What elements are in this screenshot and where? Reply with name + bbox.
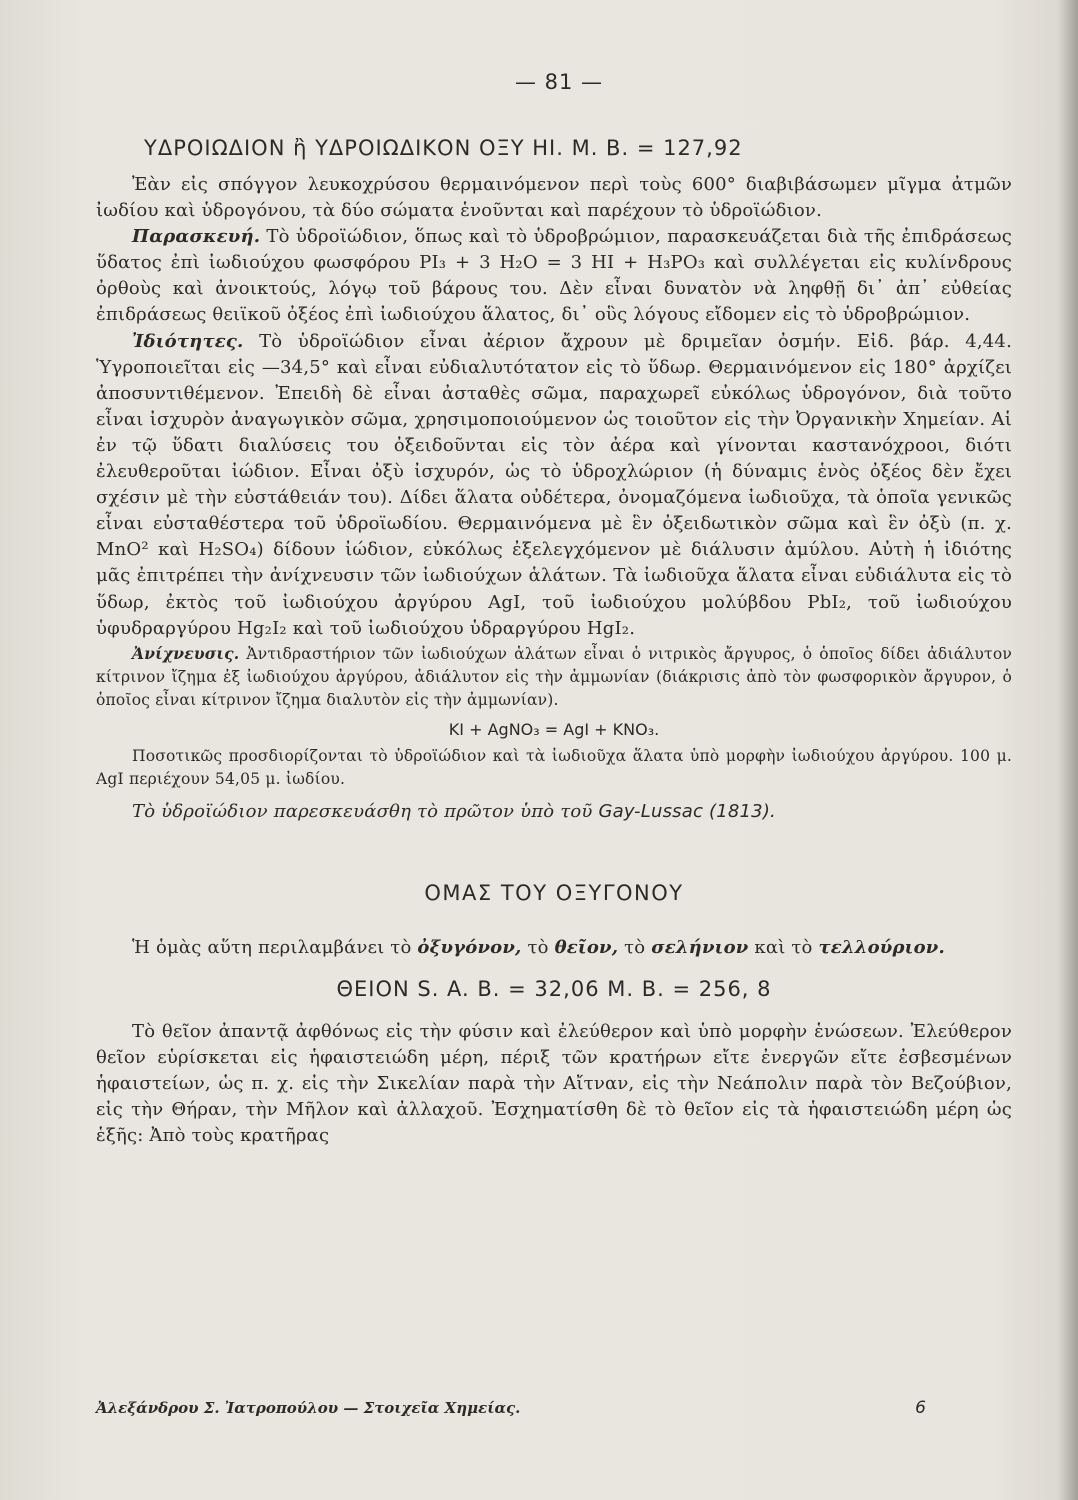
history-text: Τὸ ὑδροϊώδιον παρεσκευάσθη τὸ πρῶτον ὑπὸ τοῦ [132,800,593,822]
page-number: — 81 — [514,70,604,94]
footer-signature-mark: 6 [915,1398,926,1418]
page-footer [96,1398,926,1418]
properties-text: Τὸ ὑδροϊώδιον εἶναι ἀέριον ἄχρουν μὲ δριμεῖαν ὀσμήν. Εἰδ. βάρ. 4,44. Ὑγροποιεῖται εἰς —34,5° καὶ εἶναι εὐδιαλυτότατον εἰς τὸ ὕδωρ. Θερμαινόμενον εἰς 180° ἀρχίζει ἀποσυντιθέμενον. Ἐπειδὴ δὲ εἶναι ἀσταθὲς σῶμα, παραχωρεῖ εὐκόλως ὑδρογόνον, διὰ τοῦτο εἶναι ἰσχυρὸν ἀναγωγικὸν σῶμα, χρησιμοποιούμενον ὡς τοιοῦτον εἰς τὴν Ὀργανικὴν Χημείαν. Αἱ ἐν τῷ ὕδατι διαλύσεις του ὀξειδοῦνται εἰς τὸν ἀέρα καὶ γίνονται καστανόχροοι, διότι ἐλευθεροῦται ἰώδιον. Εἶναι ὀξὺ ἰσχυρόν, ὡς τὸ ὑδροχλώριον (ἡ δύναμις ἑνὸς ὀξέος δὲν ἔχει σχέσιν μὲ τὴν εὐστάθειάν του). Δίδει ἅλατα οὐδέτερα, ὀνομαζόμενα ἰωδιοῦχα, τὰ ὁποῖα γενικῶς εἶναι εὐσταθέστερα τοῦ ὑδροϊωδίου. Θερμαινόμενα μὲ ἓν ὀξειδωτικὸν σῶμα καὶ ἓν ὀξὺ (π. χ. MnO² καὶ H₂SO₄) δίδουν ἰώδιον, εὐκόλως ἐξελεγχόμενον μὲ διάλυσιν ἀμύλου. Αὐτὴ ἡ ἰδιότης μᾶς ἐπιτρέπει τὴν ἀνίχνευσιν τῶν ἰωδιούχων ἁλάτων. Τὰ ἰωδιοῦχα ἅλατα εἶναι εὐδιάλυτα εἰς τὸ ὕδωρ, ἐκτὸς τοῦ ἰωδιούχου ἀργύρου AgI, τοῦ ἰωδιούχου μολύβδου PbI₂, τοῦ ἰωδιούχου ὑφυδραργύρου Hg₂I₂ καὶ τοῦ ἰωδιούχου ὑδραργύρου HgI₂. [96,330,1013,639]
section-spacer [96,825,1012,881]
detection-label: Ἀνίχνευσις. [132,643,240,663]
sulfur-paragraph: Τὸ θεῖον ἀπαντᾷ ἀφθόνως εἰς τὴν φύσιν καὶ ἐλεύθερον καὶ ὑπὸ μορφὴν ἑνώσεων. Ἐλεύθερον θεῖον εὑρίσκεται εἰς ἡφαιστειώδη μέρη, πέριξ τῶν κρατήρων εἴτε ἐνεργῶν εἴτε ἐσβεσμένων ἡφαιστείων, ὡς π. χ. εἰς τὴν Σικελίαν παρὰ τὴν Αἴτναν, εἰς τὴν Νεάπολιν παρὰ τὸν Βεζούβιον, εἰς τὴν Θήραν, τὴν Μῆλον καὶ ἀλλαχοῦ. Ἐσχηματίσθη δὲ τὸ θεῖον εἰς τὰ ἡφαιστειώδη μέρη ὡς ἑξῆς: Ἀπὸ τοὺς κρατῆρας [96,1020,1012,1147]
detection-paragraph [96,642,1012,712]
preparation-label: Παρασκευή. [132,226,261,248]
properties-paragraph [96,329,1012,642]
detection-formula: KI + AgNO₃ = AgI + KNO₃. [448,719,660,739]
group-intro-paragraph [96,935,1012,961]
oxygen-group-title: ΟΜΑΣ ΤΟΥ ΟΞΥΓΟΝΟΥ [424,880,684,905]
sulfur-heading: ΘΕΙΟΝ S. A. B. = 32,06 M. B. = 256, 8 [336,976,772,1001]
group-sulfur-term: θεῖον, [554,936,619,958]
group-intro-text-2: τὸ [527,936,549,958]
footer-author: Ἀλεξάνδρου Σ. Ἰατροπούλου — Στοιχεῖα Χημείας. [96,1399,521,1417]
quantitative-paragraph: Ποσοτικῶς προσδιορίζονται τὸ ὑδροϊώδιον καὶ τὰ ἰωδιοῦχα ἅλατα ὑπὸ μορφὴν ἰωδιούχου ἀργύρου. 100 μ. AgI περιέχουν 54,05 μ. ἰωδίου. [96,746,1012,788]
page-edge-shadow [1058,0,1078,1500]
history-name: Gay-Lussac (1813). [598,800,776,822]
preparation-text: Τὸ ὑδροϊώδιον, ὅπως καὶ τὸ ὑδροβρώμιον, παρασκευάζεται διὰ τῆς ἐπιδράσεως ὕδατος ἐπὶ ἰωδιούχου φωσφόρου PI₃ + 3 H₂O = 3 HI + H₃PO₃ καὶ συλλέγεται εἰς κυλίνδρους ὀρθοὺς καὶ ἀνοικτούς, λόγῳ τοῦ βάρους του. Δὲν εἶναι δυνατὸν νὰ ληφθῇ δι᾽ ἀπ᾽ εὐθείας ἐπιδράσεως θειϊκοῦ ὀξέος ἐπὶ ἰωδιούχου ἅλατος, δι᾽ οὓς λόγους εἴδομεν εἰς τὸ ὑδροβρώμιον. [96,226,1012,326]
group-intro-text-3: τὸ [624,936,646,958]
detection-text: Ἀντιδραστήριον τῶν ἰωδιούχων ἁλάτων εἶναι ὁ νιτρικὸς ἄργυρος, ὁ ὁποῖος δίδει ἀδιάλυτον κίτρινον ἴζημα ἐξ ἰωδιούχου ἀργύρου, ἀδιάλυτον εἰς τὴν ἀμμωνίαν (διάκρισις ἀπὸ τὸν φωσφορικὸν ἄργυρον, ὁ ὁποῖος εἶναι κίτρινον ἴζημα διαλυτὸν εἰς τὴν ἀμμωνίαν). [96,644,1012,709]
group-intro-text-4: καὶ τὸ [754,936,813,958]
group-intro-text-1: Ἡ ὁμὰς αὕτη περιλαμβάνει τὸ [132,936,412,958]
group-oxygen-term: ὀξυγόνον, [417,936,522,958]
group-tellurium-term: τελλούριον. [818,936,945,958]
history-paragraph [96,799,1012,825]
hi-heading: ΥΔΡΟΙΩΔΙΟΝ ἢ ΥΔΡΟΙΩΔΙΚΟΝ ΟΞΥ HI. Μ. Β. = 127,92 [144,136,743,160]
group-selenium-term: σελήνιον [651,936,749,958]
preparation-paragraph [96,224,1012,328]
hi-intro-paragraph: Ἐὰν εἰς σπόγγον λευκοχρύσου θερμαινόμενον περὶ τοὺς 600° διαβιβάσωμεν μῖγμα ἀτμῶν ἰωδίου καὶ ὑδρογόνου, τὰ δύο σώματα ἑνοῦνται καὶ παρέχουν τὸ ὑδροϊώδιον. [96,174,1012,222]
properties-label: Ἰδιότητες. [132,330,244,352]
